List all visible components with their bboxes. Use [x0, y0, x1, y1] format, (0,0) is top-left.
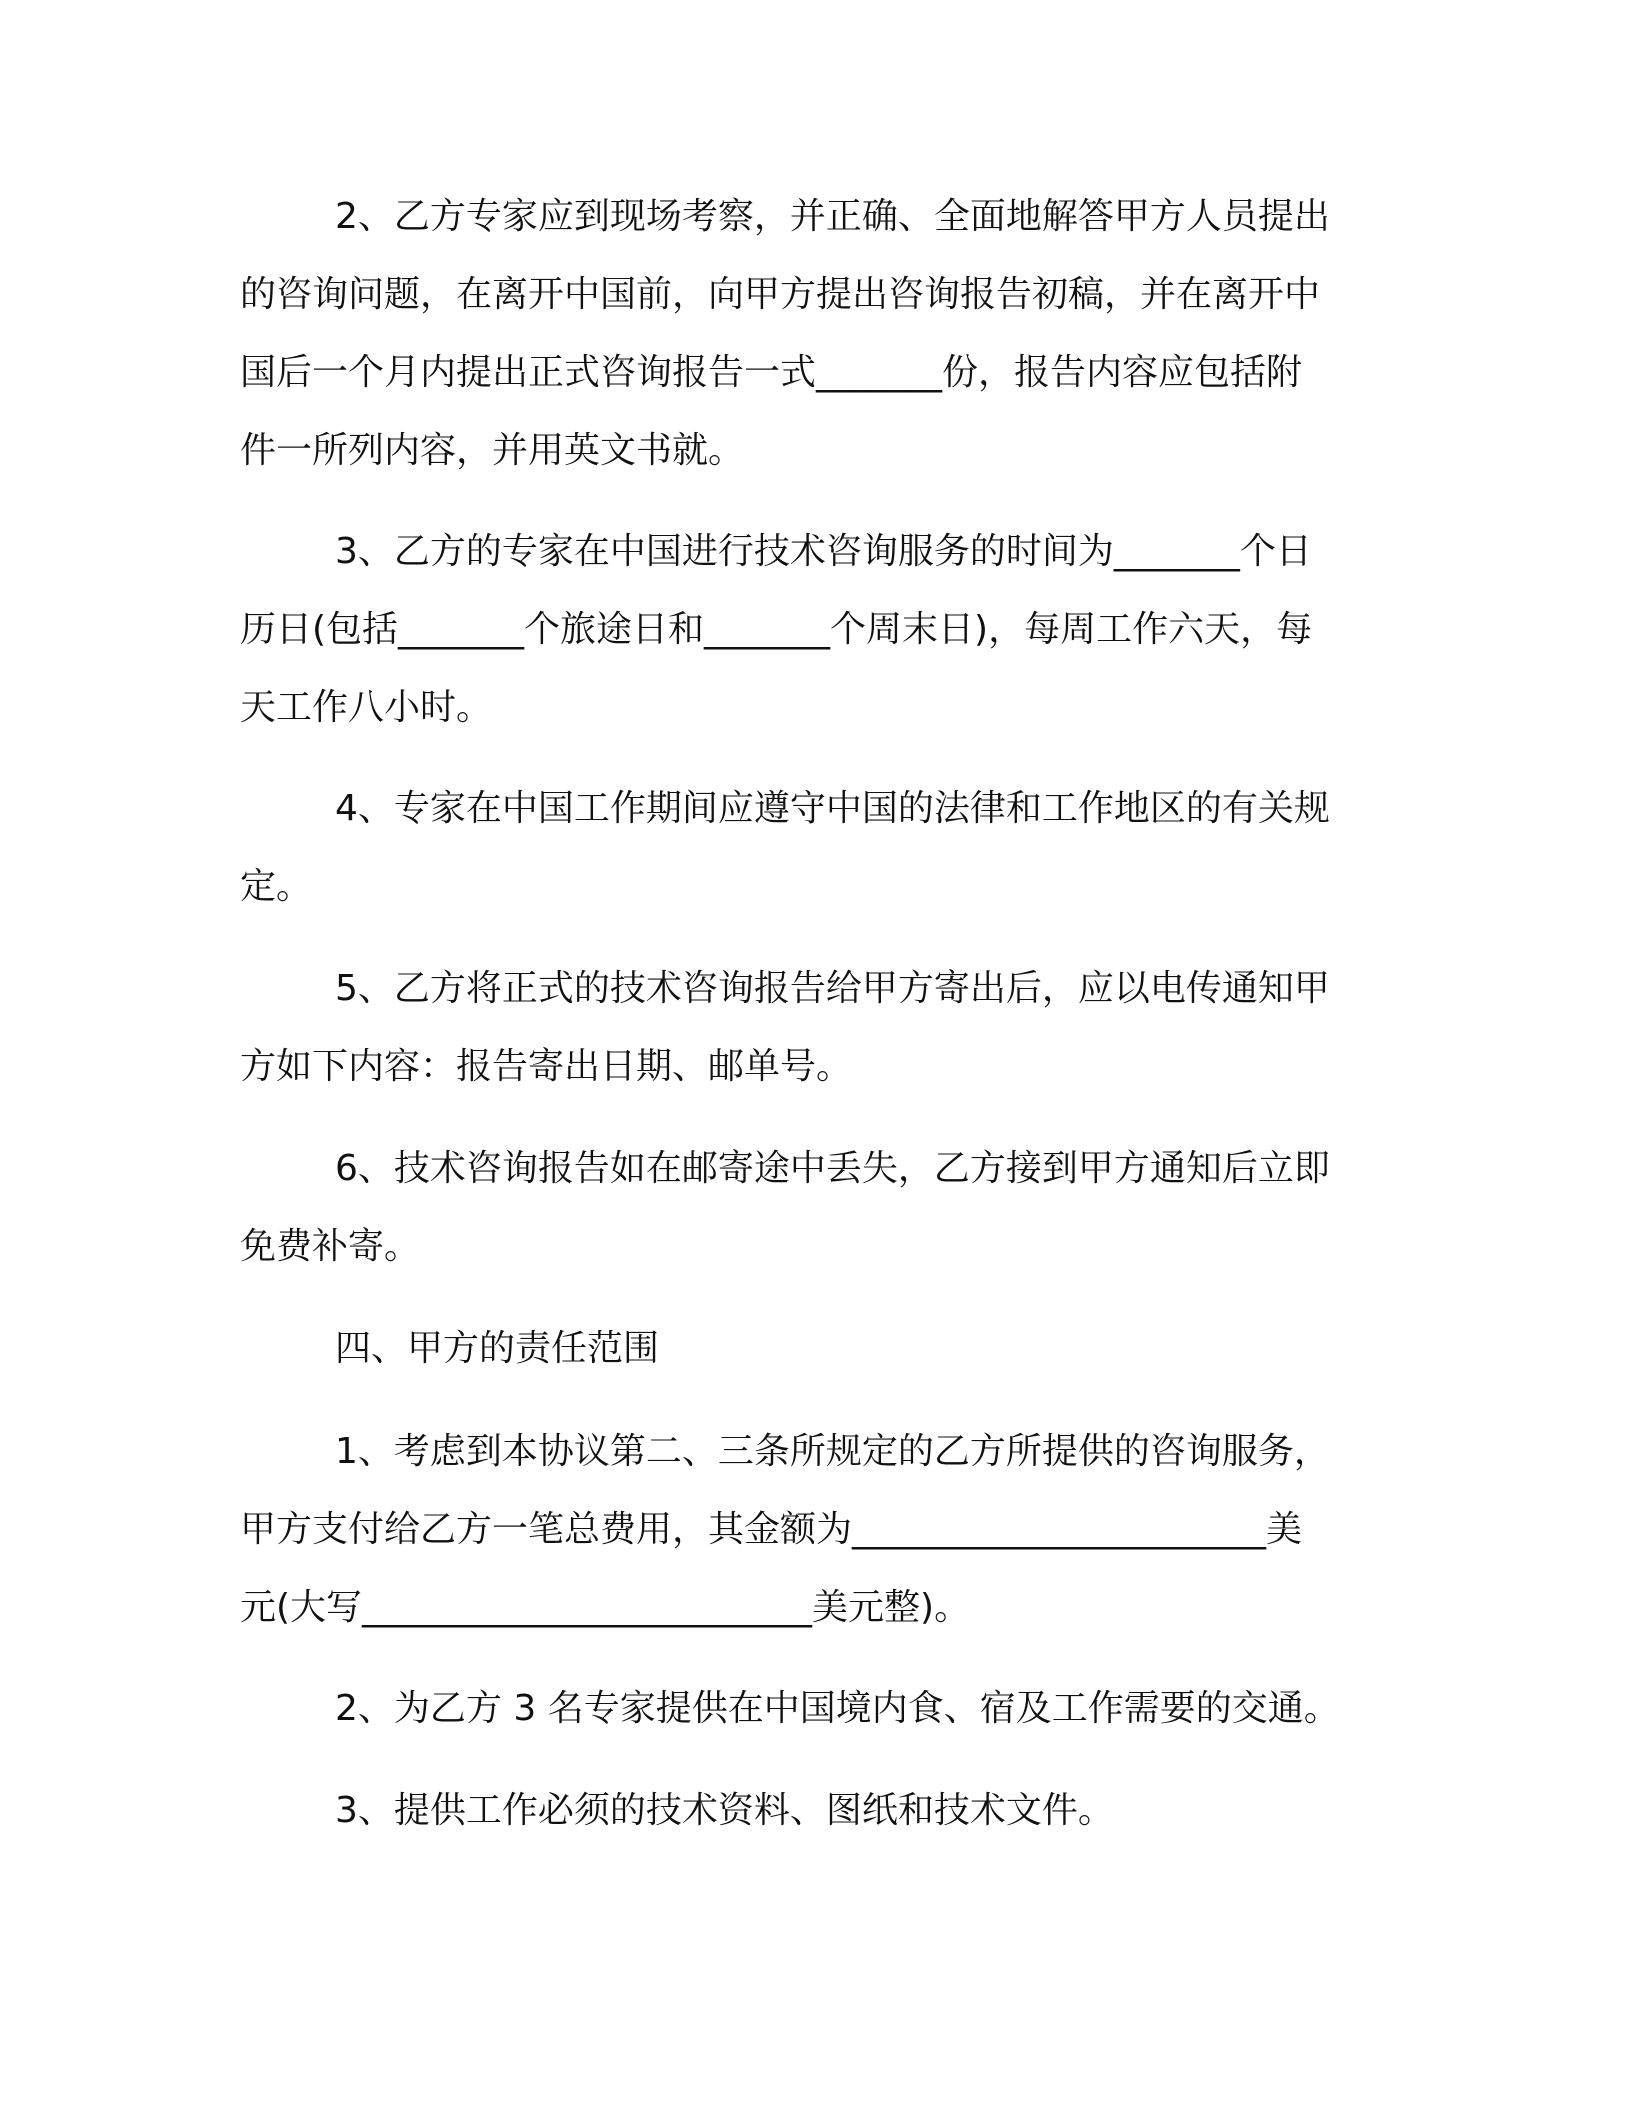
paragraph-report-notification	[240, 950, 1380, 1106]
text-line: 免费补寄。	[240, 1226, 421, 1267]
text-line: 国后一个月内提出正式咨询报告一式_______份，报告内容应包括附	[240, 352, 1303, 393]
text-line: 1、考虑到本协议第二、三条所规定的乙方所提供的咨询服务，	[335, 1431, 1330, 1472]
text-line: 天工作八小时。	[240, 687, 493, 728]
paragraph-service-duration	[240, 513, 1380, 747]
text-line: 6、技术咨询报告如在邮寄途中丢失，乙方接到甲方通知后立即	[335, 1148, 1330, 1189]
section-heading-party-a-responsibilities: 四、甲方的责任范围	[335, 1328, 660, 1369]
text-line: 甲方支付给乙方一笔总费用，其金额为_______________________美	[240, 1509, 1303, 1550]
text-line: 4、专家在中国工作期间应遵守中国的法律和工作地区的有关规	[335, 788, 1330, 829]
paragraph-technical-materials	[240, 1772, 1380, 1850]
text-line: 件一所列内容，并用英文书就。	[240, 430, 745, 471]
text-line: 方如下内容：报告寄出日期、邮单号。	[240, 1046, 853, 1087]
paragraph-total-fee	[240, 1413, 1380, 1647]
text-line: 的咨询问题，在离开中国前，向甲方提出咨询报告初稿，并在离开中	[240, 274, 1321, 315]
paragraph-lost-report	[240, 1130, 1380, 1286]
paragraph-comply-with-law	[240, 770, 1380, 926]
paragraph-expert-site-survey	[240, 178, 1380, 490]
paragraph-accommodation	[240, 1670, 1380, 1748]
text-line: 3、乙方的专家在中国进行技术咨询服务的时间为_______个日	[335, 531, 1312, 572]
text-line: 3、提供工作必须的技术资料、图纸和技术文件。	[335, 1790, 1114, 1831]
text-line: 2、为乙方 3 名专家提供在中国境内食、宿及工作需要的交通。	[335, 1688, 1340, 1729]
text-line: 2、乙方专家应到现场考察，并正确、全面地解答甲方人员提出	[335, 196, 1330, 237]
text-line: 5、乙方将正式的技术咨询报告给甲方寄出后，应以电传通知甲	[335, 968, 1330, 1009]
text-line: 元(大写_________________________美元整)。	[240, 1587, 971, 1628]
text-line: 历日(包括_______个旅途日和_______个周末日)，每周工作六天，每	[240, 609, 1313, 650]
text-line: 定。	[240, 866, 313, 907]
